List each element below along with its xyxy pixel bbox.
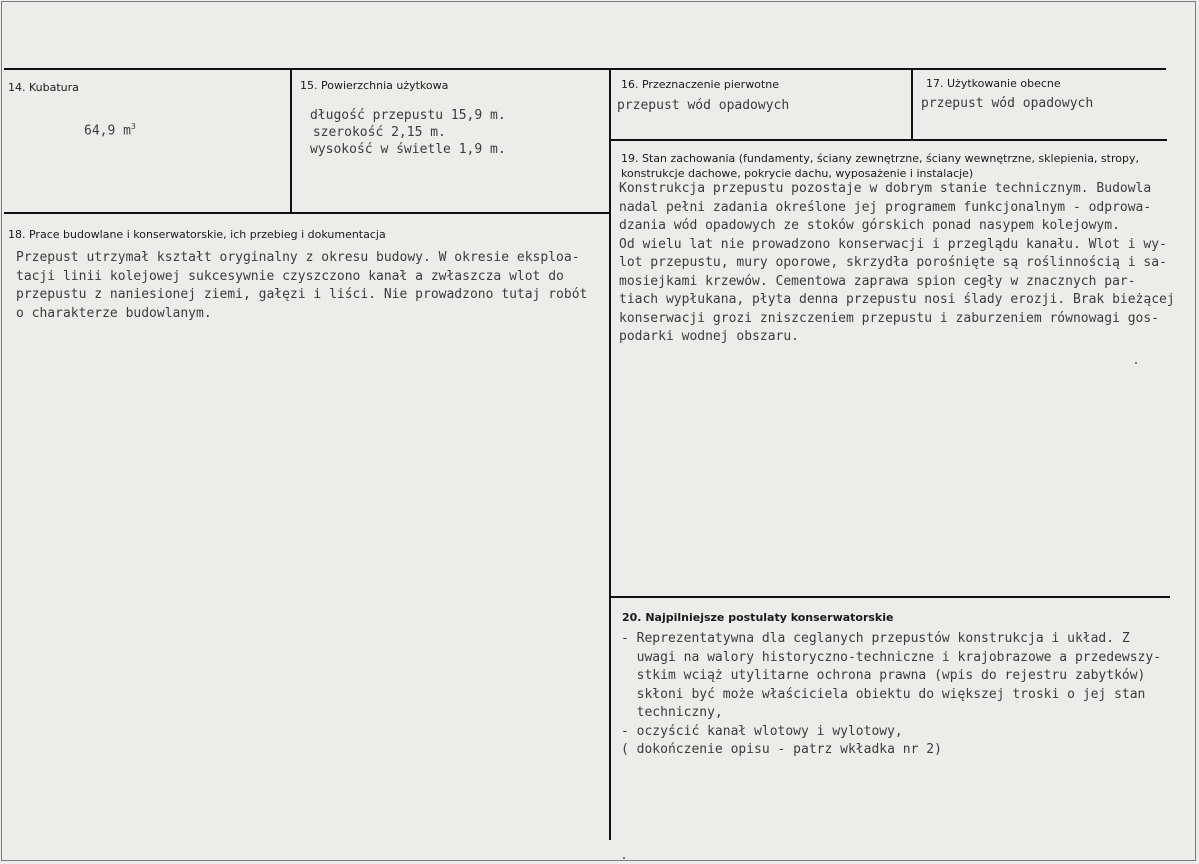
rule-below-14-15	[4, 212, 611, 214]
rule-above-20	[609, 596, 1170, 598]
field-19-line-1: Konstrukcja przepustu pozostaje w dobrym stanie technicznym. Budowla	[619, 181, 1152, 196]
ink-speck	[623, 857, 625, 859]
field-20-line-4: skłoni być może właściciela obiektu do większej troski o jej stan	[621, 686, 1146, 702]
field-15-line-2: szerokość 2,15 m.	[305, 125, 446, 140]
field-20-line-7: ( dokończenie opisu - patrz wkładka nr 2)	[621, 742, 942, 757]
field-17-label: 17. Użytkowanie obecne	[926, 77, 1061, 90]
field-16-value: przepust wód opadowych	[617, 98, 790, 113]
field-19-line-9: podarki wodnej obszaru.	[619, 329, 800, 344]
field-20-line-6: - oczyścić kanał wlotowy i wylotowy,	[621, 723, 903, 739]
top-rule	[4, 68, 1166, 70]
field-20-line-1: - Reprezentatywna dla ceglanych przepustów konstrukcja i układ. Z	[621, 631, 1130, 646]
field-20-label: 20. Najpilniejsze postulaty konserwatorskie	[622, 611, 894, 624]
field-18-line-3: przepustu z naniesionej ziemi, gałęzi i liści. Nie prowadzono tutaj robót	[16, 287, 588, 302]
field-14-label: 14. Kubatura	[8, 81, 79, 94]
volume-number: 64,9 m	[84, 123, 131, 139]
rule-below-16-17	[609, 139, 1167, 141]
field-18-label: 18. Prace budowlane i konserwatorskie, ich przebieg i dokumentacja	[8, 228, 386, 241]
field-19-line-6: mosiejkami krzewów. Cementowa zaprawa spion cegły w znacznych par-	[619, 273, 1136, 289]
divider-16-17	[911, 68, 913, 140]
field-18-line-1: Przepust utrzymał kształt oryginalny z okresu budowy. W okresie eksploa-	[16, 250, 580, 265]
field-16-label: 16. Przeznaczenie pierwotne	[621, 78, 779, 91]
field-14-value	[84, 122, 136, 138]
field-20-line-3: stkim wciąż utylitarne ochrona prawna (wpis do rejestru zabytków)	[621, 668, 1146, 683]
field-19-label: 19. Stan zachowania (fundamenty, ściany zewnętrzne, ściany wewnętrzne, sklepienia, stropy, konstrukcje dachowe, pokrycie dachu, wyposażenie i instalacje)	[621, 152, 1139, 180]
field-18-line-2: tacji linii kolejowej sukcesywnie czyszczono kanał a zwłaszcza wlot do	[16, 268, 564, 284]
field-17-value: przepust wód opadowych	[921, 96, 1094, 111]
divider-14-15	[290, 68, 292, 214]
field-20-line-2: uwagi na walory historyczno-techniczne i krajobrazowe a przedewszy-	[621, 649, 1162, 665]
field-18-text	[16, 249, 587, 323]
field-15-label: 15. Powierzchnia użytkowa	[300, 79, 449, 92]
field-19-text	[619, 180, 1175, 347]
field-19-line-7: tiach wypłukana, płyta denna przepustu nosi ślady erozji. Brak bieżącej	[619, 292, 1175, 307]
field-19-line-5: lot przepustu, mury oporowe, skrzydła porośnięte są roślinnością i sa-	[619, 255, 1167, 270]
field-18-line-4: o charakterze budowlanym.	[16, 305, 212, 321]
field-20-text	[621, 630, 1161, 760]
divider-main	[609, 68, 611, 840]
field-19-line-8: konserwacji grozi zniszczeniem przepustu i zaburzeniem równowagi gos-	[619, 310, 1160, 326]
field-19-line-3: dzania wód opadowych ze stoków górskich ponad nasypem kolejowym.	[619, 218, 1120, 233]
ink-speck	[1135, 362, 1137, 364]
field-20-line-5: techniczny,	[621, 705, 723, 720]
field-15-line-3: wysokość w świetle 1,9 m.	[310, 142, 506, 157]
field-15-line-1: długość przepustu 15,9 m.	[310, 108, 506, 123]
field-19-line-2: nadal pełni zadania określone jej programem funkcjonalnym - odprowa-	[619, 199, 1152, 215]
field-19-line-4: Od wielu lat nie prowadzono konserwacji i przeglądu kanału. Wlot i wy-	[619, 236, 1167, 252]
volume-exponent: 3	[130, 122, 136, 131]
